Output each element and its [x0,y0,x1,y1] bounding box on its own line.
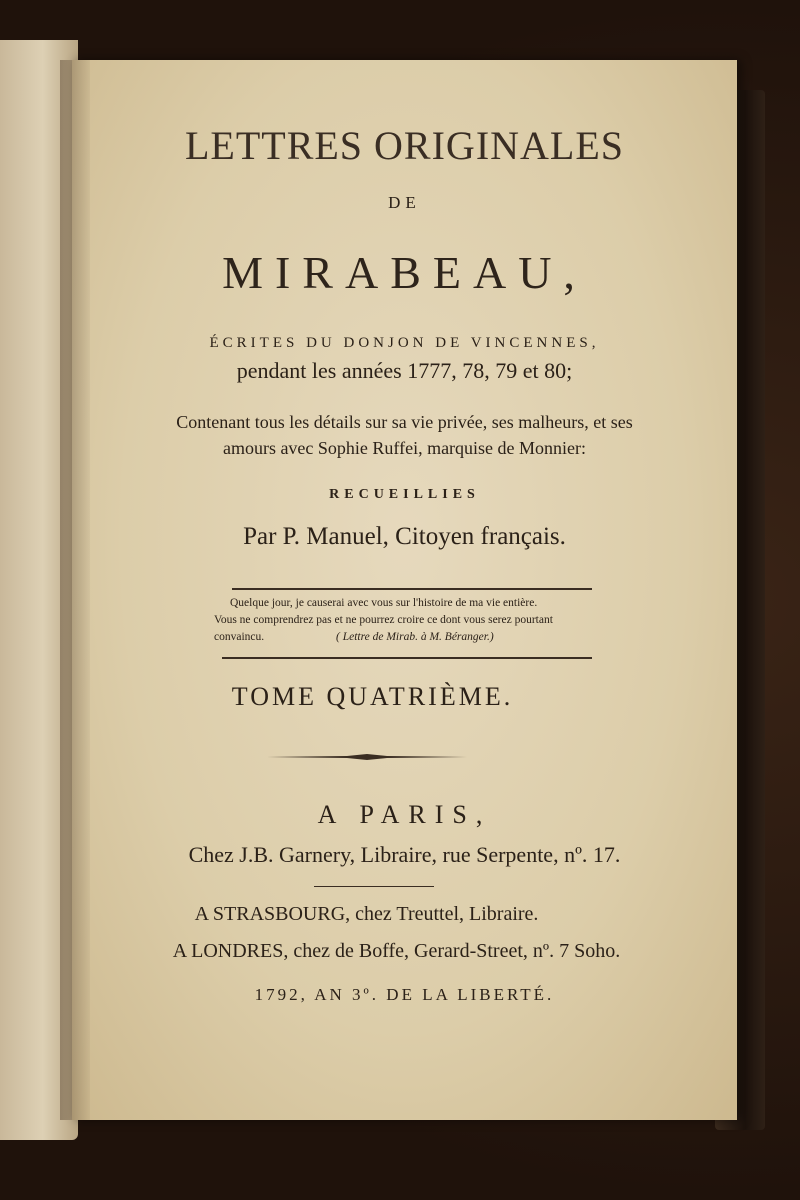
publisher-rule [314,886,434,887]
quote-line-2: Vous ne comprendrez pas et ne pourrez croire ce dont vous serez pourtant [214,614,553,626]
publisher-line: Chez J.B. Garnery, Libraire, rue Serpente, nº. 17. [188,842,621,867]
quote-line-3 [214,631,624,643]
quote-line-3-text: convaincu. [214,631,265,643]
collected-label: RECUEILLIES [329,487,480,502]
book-title: LETTRES ORIGINALES [184,123,625,168]
volume-label: TOME QUATRIÈME. [231,682,514,711]
quote-line-1: Quelque jour, je causerai avec vous sur l'histoire de ma vie entière. [230,597,538,609]
ornament-divider [267,754,467,760]
quote-citation: ( Lettre de Mirab. à M. Béranger.) [336,631,494,643]
publication-date: 1792, AN 3º. DE LA LIBERTÉ. [254,985,555,1004]
quote-rule-bottom [222,657,592,659]
written-from-line: ÉCRITES DU DONJON DE VINCENNES, [209,335,600,351]
editor-line: Par P. Manuel, Citoyen français. [243,523,566,550]
publication-city: A PARIS, [317,800,492,829]
contents-line-2: amours avec Sophie Ruffei, marquise de Monnier: [222,438,587,458]
quote-rule-top [232,588,592,590]
londres-line: A LONDRES, chez de Boffe, Gerard-Street, nº. 7 Soho. [172,940,621,962]
page-gutter-shadow [60,60,90,1120]
contents-line-1: Contenant tous les détails sur sa vie privée, ses malheurs, et ses [176,412,633,432]
strasbourg-line: A STRASBOURG, chez Treuttel, Libraire. [194,903,539,925]
title-page [72,60,737,1120]
author-name: MIRABEAU, [222,247,587,298]
title-preposition: DE [388,193,421,212]
years-line: pendant les années 1777, 78, 79 et 80; [236,358,573,383]
